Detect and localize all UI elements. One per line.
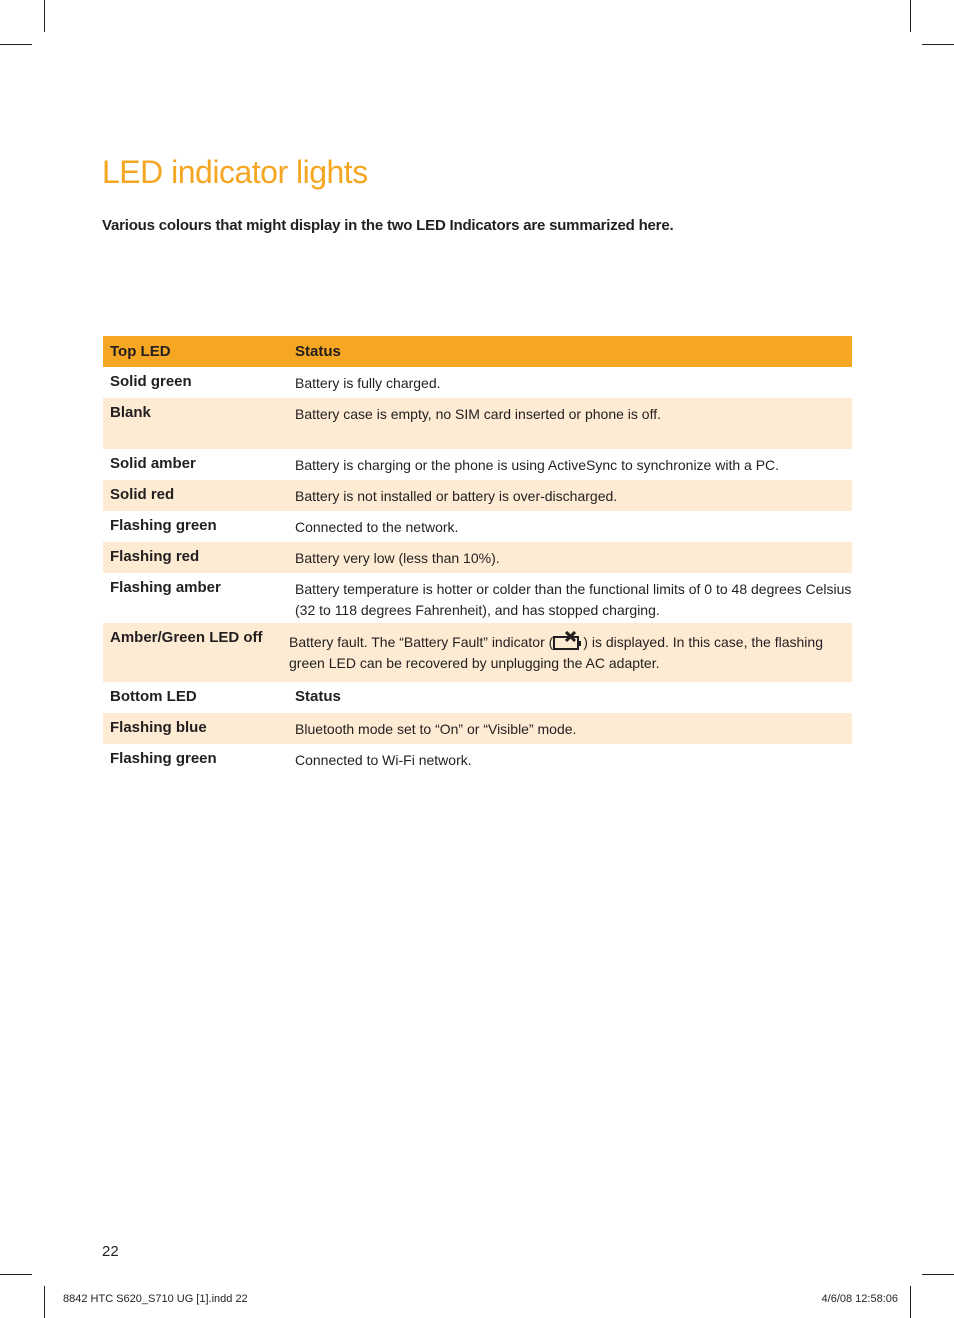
- table-row: [103, 480, 852, 511]
- status-cell: [288, 623, 852, 682]
- crop-mark: [44, 0, 45, 32]
- intro-text: Various colours that might display in the two LED Indicators are summarized here.: [102, 217, 674, 234]
- led-cell: Flashing blue: [103, 713, 288, 744]
- subheader-status: Status: [295, 688, 341, 705]
- status-cell: Bluetooth mode set to “On” or “Visible” mode.: [288, 713, 852, 744]
- led-cell: Flashing red: [103, 542, 288, 573]
- crop-mark: [910, 1286, 911, 1318]
- table-subheader-row: [103, 682, 852, 713]
- status-cell: Battery is charging or the phone is using ActiveSync to synchronize with a PC.: [295, 457, 780, 473]
- footer-right: 4/6/08 12:58:06: [821, 1293, 898, 1305]
- led-cell: Flashing green: [110, 750, 217, 767]
- led-cell: Solid green: [110, 373, 192, 390]
- status-cell: Battery is fully charged.: [295, 375, 441, 391]
- crop-mark: [44, 1286, 45, 1318]
- status-cell: Connected to the network.: [295, 519, 459, 535]
- crop-mark: [922, 1274, 954, 1275]
- table-row: [103, 367, 852, 398]
- header-status: Status: [288, 336, 852, 367]
- status-cell: Battery very low (less than 10%).: [288, 542, 852, 573]
- table-row: [103, 744, 852, 775]
- led-cell: Solid amber: [110, 455, 196, 472]
- led-cell: Flashing green: [110, 517, 217, 534]
- table-row: [103, 449, 852, 480]
- status-cell: Battery is not installed or battery is over-discharged.: [288, 480, 852, 511]
- status-cell: Connected to Wi-Fi network.: [295, 752, 472, 768]
- crop-mark: [0, 44, 32, 45]
- status-text-part: ) is displayed. In this case, the flashing green LED can be recovered by unplugging the AC adapter.: [289, 634, 823, 671]
- footer-left: 8842 HTC S620_S710 UG [1].indd 22: [63, 1293, 248, 1305]
- table-header-row: [103, 336, 852, 367]
- led-cell: Blank: [103, 398, 288, 449]
- led-cell: Amber/Green LED off: [103, 623, 288, 682]
- header-top-led: Top LED: [103, 336, 288, 367]
- table-row: [103, 542, 852, 573]
- crop-mark: [0, 1274, 32, 1275]
- led-indicator-table: [103, 336, 852, 775]
- led-cell: Flashing amber: [110, 579, 221, 596]
- table-row: [103, 398, 852, 449]
- crop-mark: [922, 44, 954, 45]
- page-title: LED indicator lights: [102, 154, 368, 190]
- page-number: 22: [102, 1243, 119, 1260]
- crop-mark: [910, 0, 911, 32]
- table-row: [103, 573, 852, 623]
- status-cell: Battery case is empty, no SIM card inserted or phone is off.: [288, 398, 852, 449]
- status-cell: Battery temperature is hotter or colder than the functional limits of 0 to 48 degrees Celsius (32 to 118 degrees Fahrenheit), and has stopped charging.: [295, 581, 852, 618]
- status-text-part: Battery fault. The “Battery Fault” indicator (: [289, 634, 554, 650]
- table-row: [103, 713, 852, 744]
- led-cell: Solid red: [103, 480, 288, 511]
- subheader-bottom-led: Bottom LED: [110, 688, 197, 705]
- battery-fault-icon: [553, 631, 583, 651]
- table-row: [103, 511, 852, 542]
- table-row: [103, 623, 852, 682]
